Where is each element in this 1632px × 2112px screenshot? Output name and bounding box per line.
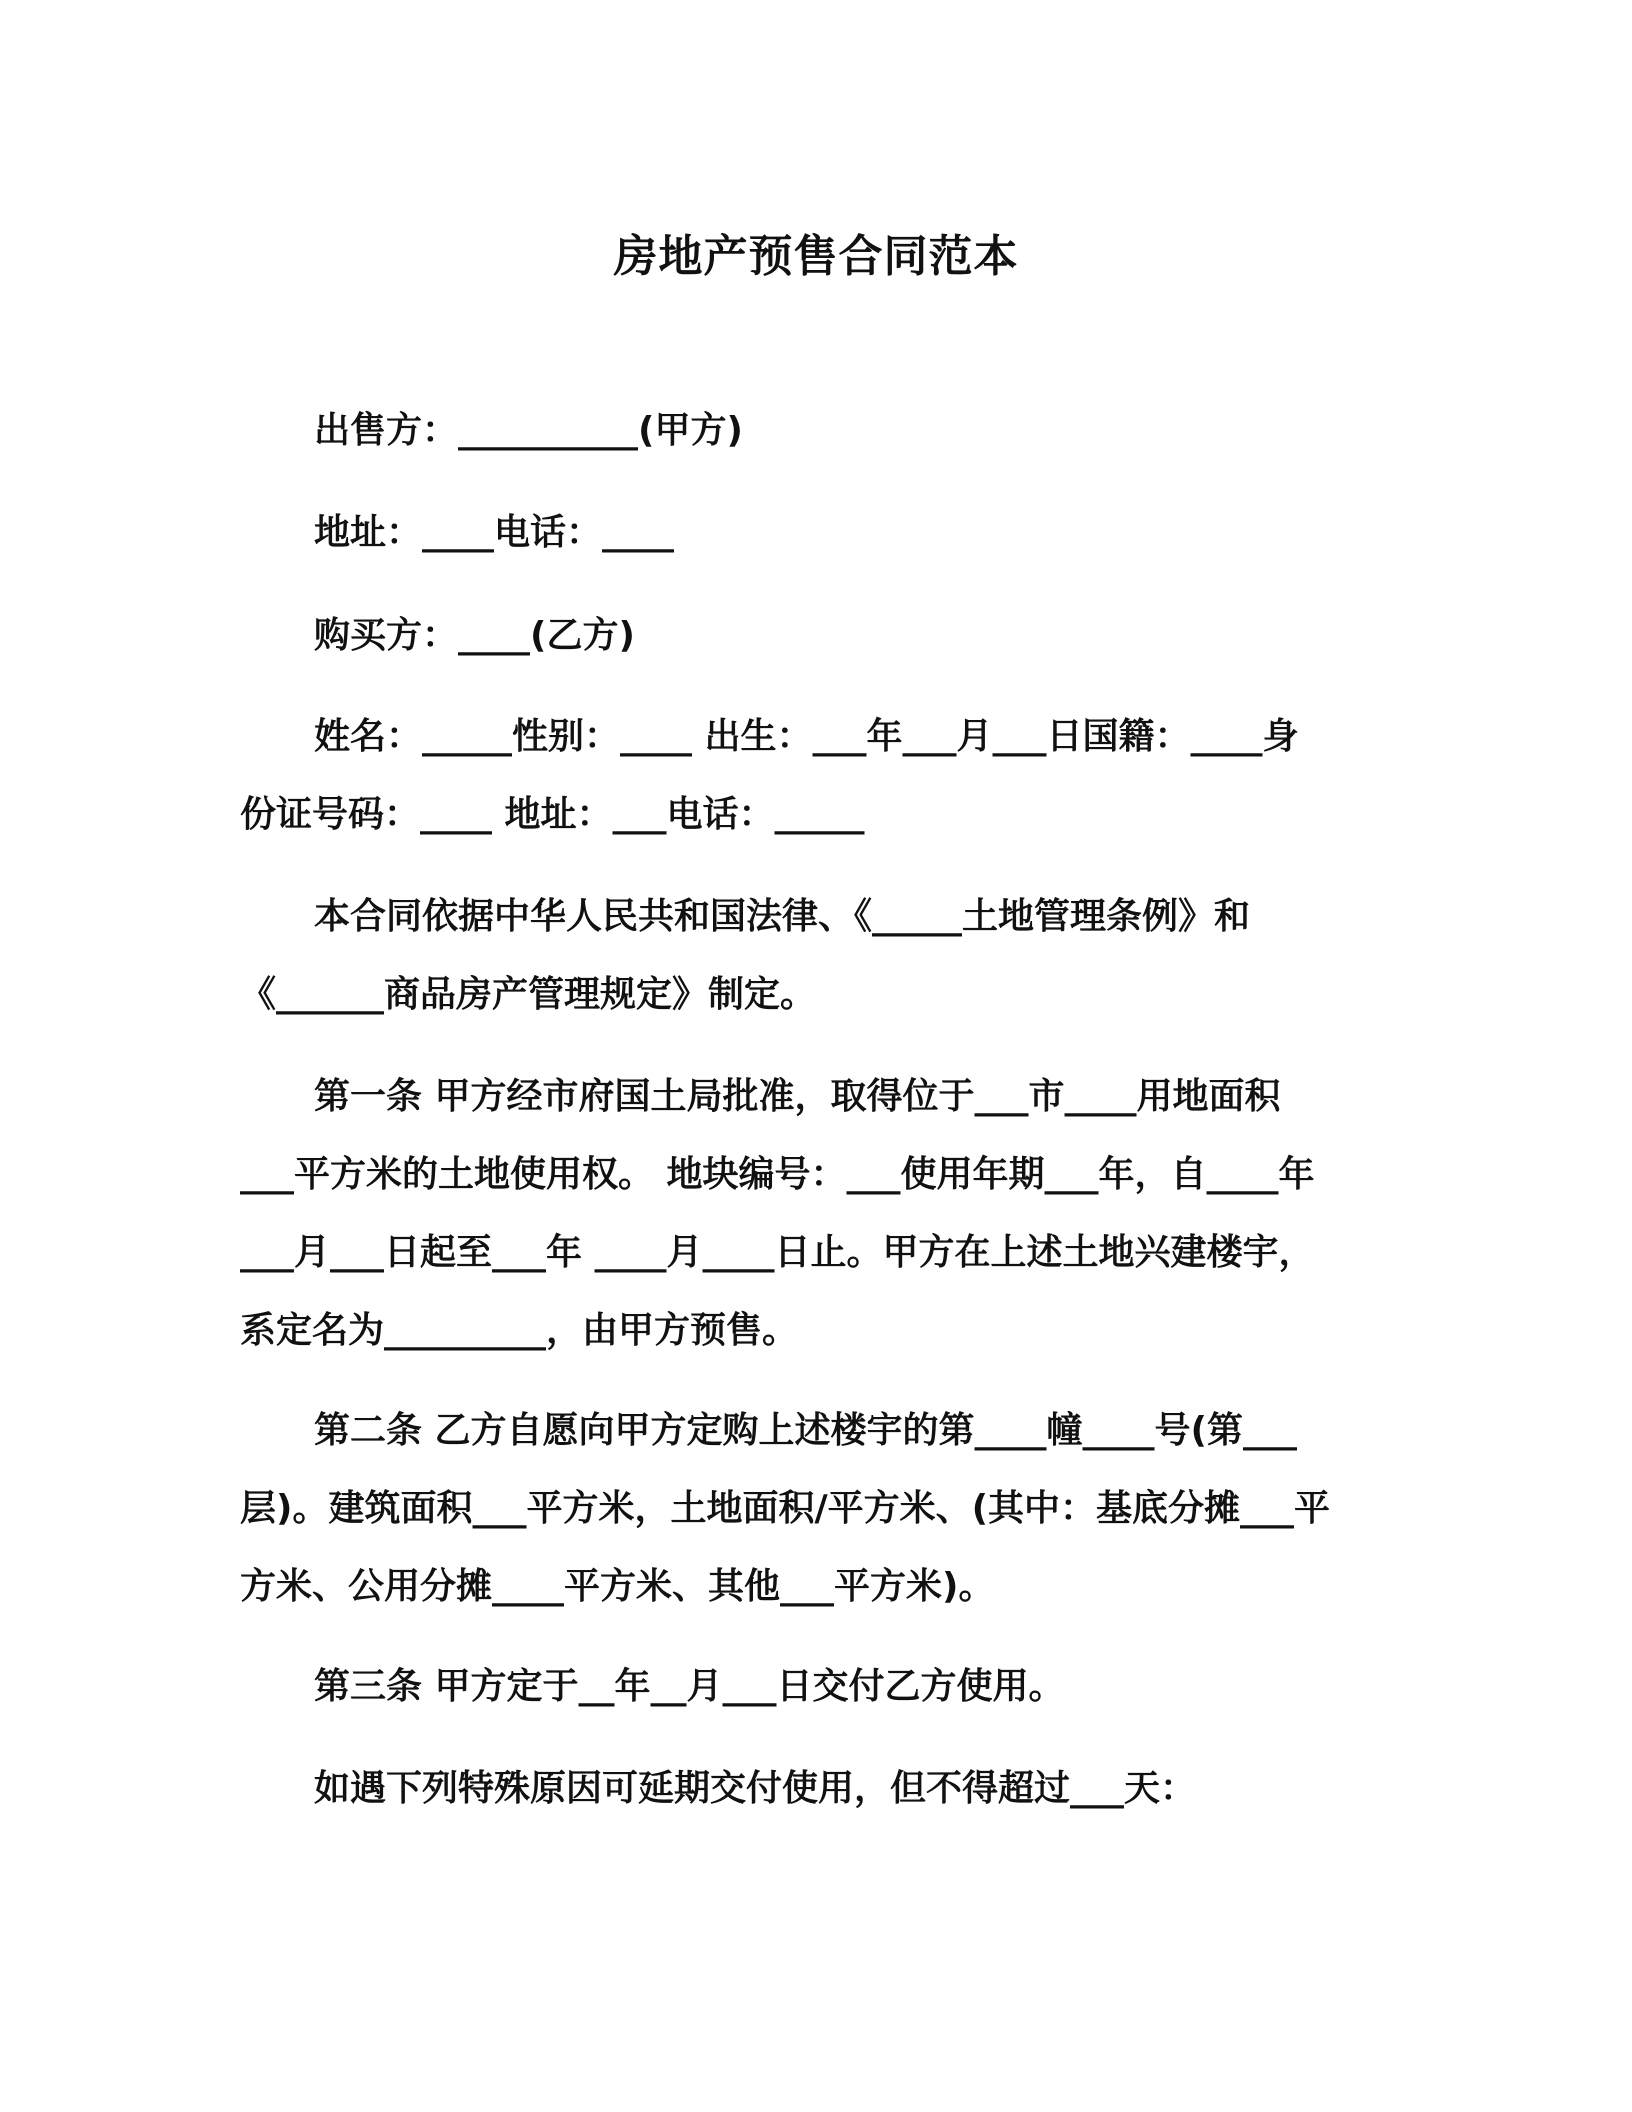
document-title: 房地产预售合同范本 — [613, 231, 1019, 282]
article-1-line-1: 第一条 甲方经市府国土局批准，取得位于___市____用地面积 — [314, 1076, 1281, 1117]
buyer-info-paragraph — [240, 698, 1380, 854]
buyer-info-line-1: 姓名：_____性别：____ 出生：___年___月___日国籍：____身 — [314, 716, 1299, 757]
delay-clause — [240, 1750, 1380, 1828]
article-2-line-1: 第二条 乙方自愿向甲方定购上述楼宇的第____幢____号(第___ — [314, 1410, 1297, 1451]
buyer-info-line-2: 份证号码：____ 地址：___电话：_____ — [240, 794, 865, 835]
delay-clause-text: 如遇下列特殊原因可延期交付使用，但不得超过___天： — [314, 1768, 1197, 1809]
article-1 — [240, 1058, 1380, 1370]
article-2-line-2: 层)。建筑面积___平方米，土地面积/平方米、(其中：基底分摊___平 — [240, 1488, 1331, 1529]
article-3-text: 第三条 甲方定于__年__月___日交付乙方使用。 — [314, 1666, 1065, 1707]
buyer-line — [240, 597, 1380, 675]
seller-contact-text: 地址：____电话：____ — [314, 512, 675, 553]
article-1-line-3: ___月___日起至___年 ____月____日止。甲方在上述土地兴建楼宇， — [240, 1232, 1315, 1273]
seller-text: 出售方：__________(甲方) — [314, 410, 743, 451]
article-3 — [240, 1648, 1380, 1726]
buyer-text: 购买方：____(乙方) — [314, 615, 635, 656]
basis-line-1: 本合同依据中华人民共和国法律、《_____土地管理条例》和 — [314, 896, 1251, 937]
article-2 — [240, 1392, 1380, 1626]
article-1-line-4: 系定名为_________，由甲方预售。 — [240, 1310, 799, 1351]
article-1-line-2: ___平方米的土地使用权。 地块编号：___使用年期___年，自____年 — [240, 1154, 1315, 1195]
seller-contact-line — [240, 494, 1380, 572]
seller-line — [240, 392, 1380, 470]
article-2-line-3: 方米、公用分摊____平方米、其他___平方米)。 — [240, 1566, 995, 1607]
basis-line-2: 《______商品房产管理规定》制定。 — [240, 974, 817, 1015]
basis-paragraph — [240, 878, 1380, 1034]
